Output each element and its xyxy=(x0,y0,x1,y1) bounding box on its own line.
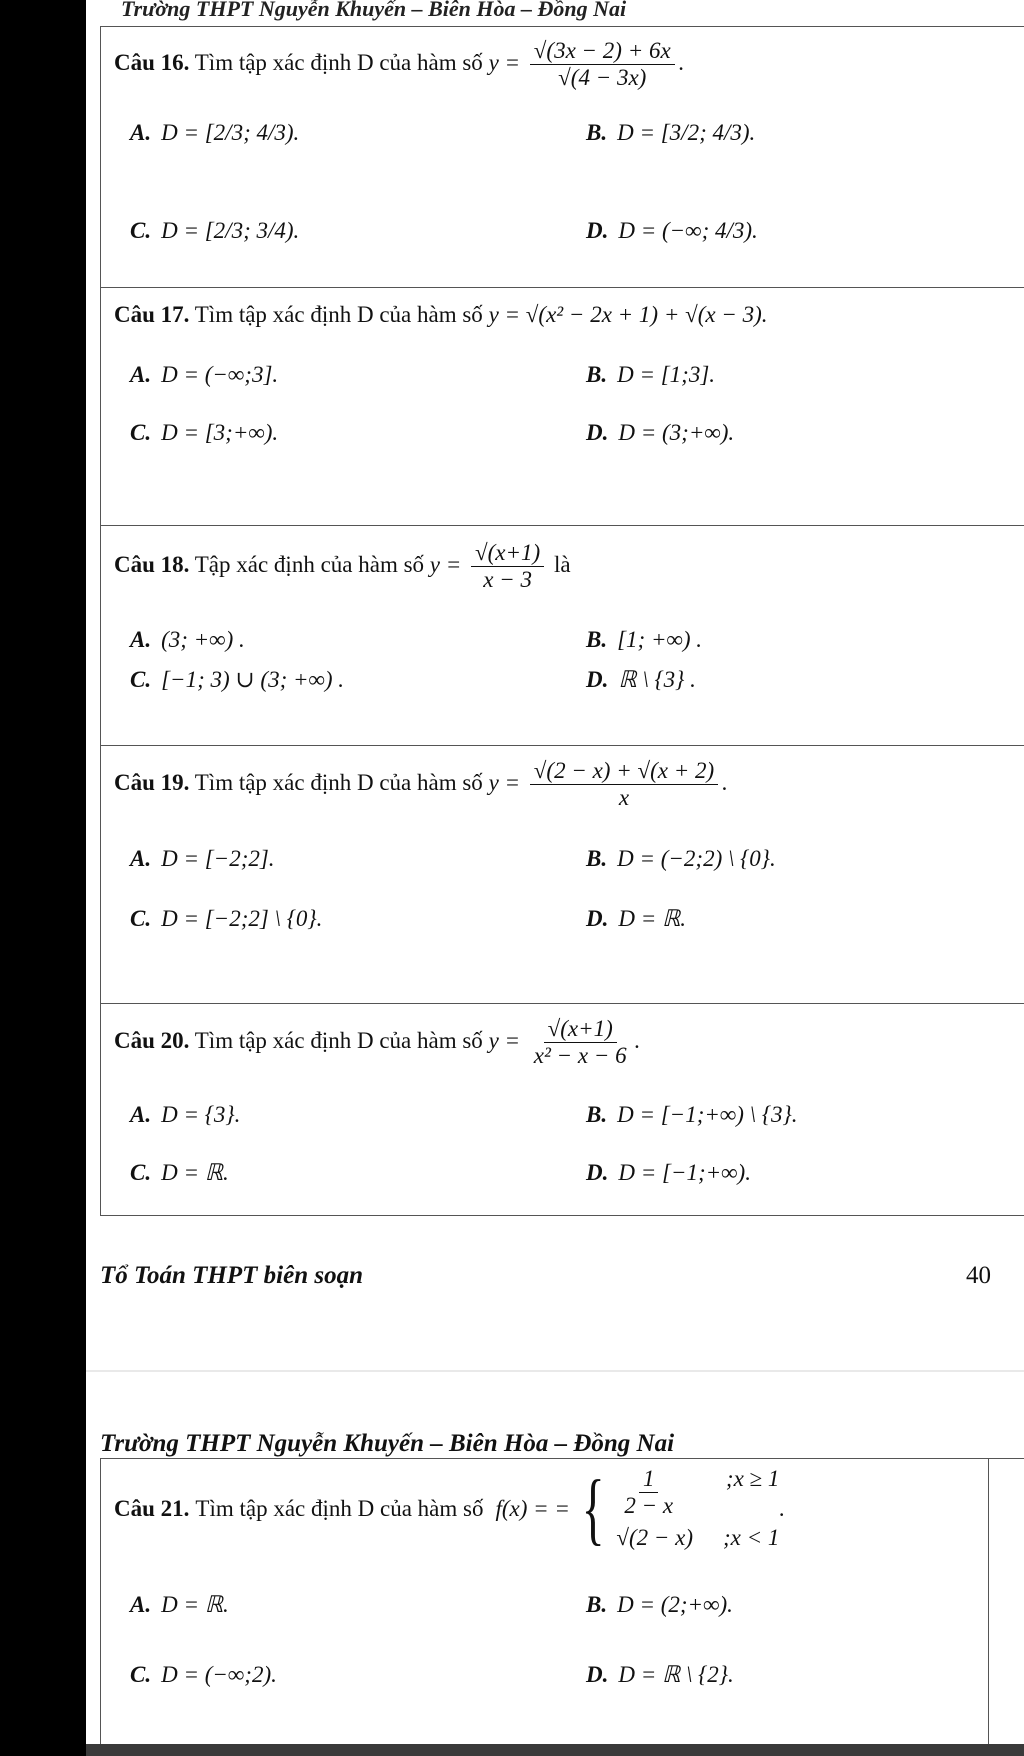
option-b[interactable]: B. D = [3/2; 4/3). xyxy=(586,120,756,145)
option-d[interactable]: D. ℝ \ {3} . xyxy=(586,667,696,692)
formula: y = $\frac{√(x+1)}{x - 3}$ xyxy=(430,552,554,577)
option-a[interactable]: A. D = [−2;2]. xyxy=(130,846,275,871)
option-b[interactable]: B. D = [−1;+∞) \ {3}. xyxy=(586,1102,798,1127)
page-number: 40 xyxy=(966,1262,991,1289)
option-c[interactable]: C. D = ℝ. xyxy=(130,1160,229,1185)
option-d[interactable]: D. D = ℝ. xyxy=(586,906,686,931)
running-header: Trường THPT Nguyễn Khuyến – Biên Hòa – Đồng Nai xyxy=(100,1430,675,1457)
divider xyxy=(100,525,1024,526)
divider xyxy=(100,745,1024,746)
option-a[interactable]: A. D = ℝ. xyxy=(130,1592,229,1617)
question-21: Câu 21. Tìm tập xác định D của hàm số f(x) = = { $\frac{1}{2 - x}$ ;x ≥ 1 √(2 − x) ;x < 1 . xyxy=(114,1464,786,1553)
formula: y = $\frac{√(3x - 2) + 6x}{√(4 - 3x)}$ . xyxy=(488,38,685,90)
formula: y = $\frac{√(2 - x) + √(x + 2)}{x}$ . xyxy=(488,758,728,810)
option-c[interactable]: C. D = [2/3; 3/4). xyxy=(130,218,300,243)
divider xyxy=(100,287,1024,288)
question-16: Câu 16. Tìm tập xác định D của hàm số y = $\frac{√(3x - 2) + 6x}{√(4 - 3x)}$ . xyxy=(114,38,685,90)
option-c[interactable]: C. D = (−∞;2). xyxy=(130,1662,277,1687)
option-d[interactable]: D. D = ℝ \ {2}. xyxy=(586,1662,734,1687)
footer-credit: Tổ Toán THPT biên soạn xyxy=(100,1262,363,1289)
formula: y = √(x² − 2x + 1) + √(x − 3). xyxy=(488,302,768,327)
question-20: Câu 20. Tìm tập xác định D của hàm số y = $\frac{√(x+1)}{\text{x² − x − 6}}$ . xyxy=(114,1016,641,1068)
option-a[interactable]: A. (3; +∞) . xyxy=(130,627,245,652)
option-c[interactable]: C. [−1; 3) ∪ (3; +∞) . xyxy=(130,667,345,692)
page-one xyxy=(86,0,1024,1370)
option-a[interactable]: A. D = {3}. xyxy=(130,1102,241,1127)
option-b[interactable]: B. [1; +∞) . xyxy=(586,627,703,652)
frame-right-line xyxy=(988,1458,989,1744)
option-b[interactable]: B. D = (−2;2) \ {0}. xyxy=(586,846,776,871)
option-a[interactable]: A. D = [2/3; 4/3). xyxy=(130,120,300,145)
piecewise-formula: f(x) = = { $\frac{1}{2 - x}$ ;x ≥ 1 √(2 − x) ;x < 1 . xyxy=(495,1464,786,1553)
option-a[interactable]: A. D = (−∞;3]. xyxy=(130,362,279,387)
page-two xyxy=(86,1372,1024,1744)
option-c[interactable]: C. D = [−2;2] \ {0}. xyxy=(130,906,323,931)
option-c[interactable]: C. D = [3;+∞). xyxy=(130,420,279,445)
divider xyxy=(100,1003,1024,1004)
question-18: Câu 18. Tập xác định của hàm số y = $\frac{√(x+1)}{x - 3}$ là xyxy=(114,540,571,592)
option-d[interactable]: D. D = (3;+∞). xyxy=(586,420,735,445)
bottom-bar xyxy=(86,1744,1024,1756)
question-17: Câu 17. Tìm tập xác định D của hàm số y = √(x² − 2x + 1) + √(x − 3). xyxy=(114,302,768,327)
formula: y = $\frac{√(x+1)}{\text{x² − x − 6}}$ . xyxy=(488,1016,641,1068)
frame-left-line xyxy=(100,1458,101,1744)
running-header: Trường THPT Nguyễn Khuyến – Biên Hòa – Đồng Nai xyxy=(121,0,627,21)
question-19: Câu 19. Tìm tập xác định D của hàm số y = $\frac{√(2 - x) + √(x + 2)}{x}$ . xyxy=(114,758,728,810)
option-b[interactable]: B. D = [1;3]. xyxy=(586,362,716,387)
option-d[interactable]: D. D = (−∞; 4/3). xyxy=(586,218,758,243)
option-b[interactable]: B. D = (2;+∞). xyxy=(586,1592,733,1617)
divider xyxy=(100,1458,1024,1459)
option-d[interactable]: D. D = [−1;+∞). xyxy=(586,1160,751,1185)
